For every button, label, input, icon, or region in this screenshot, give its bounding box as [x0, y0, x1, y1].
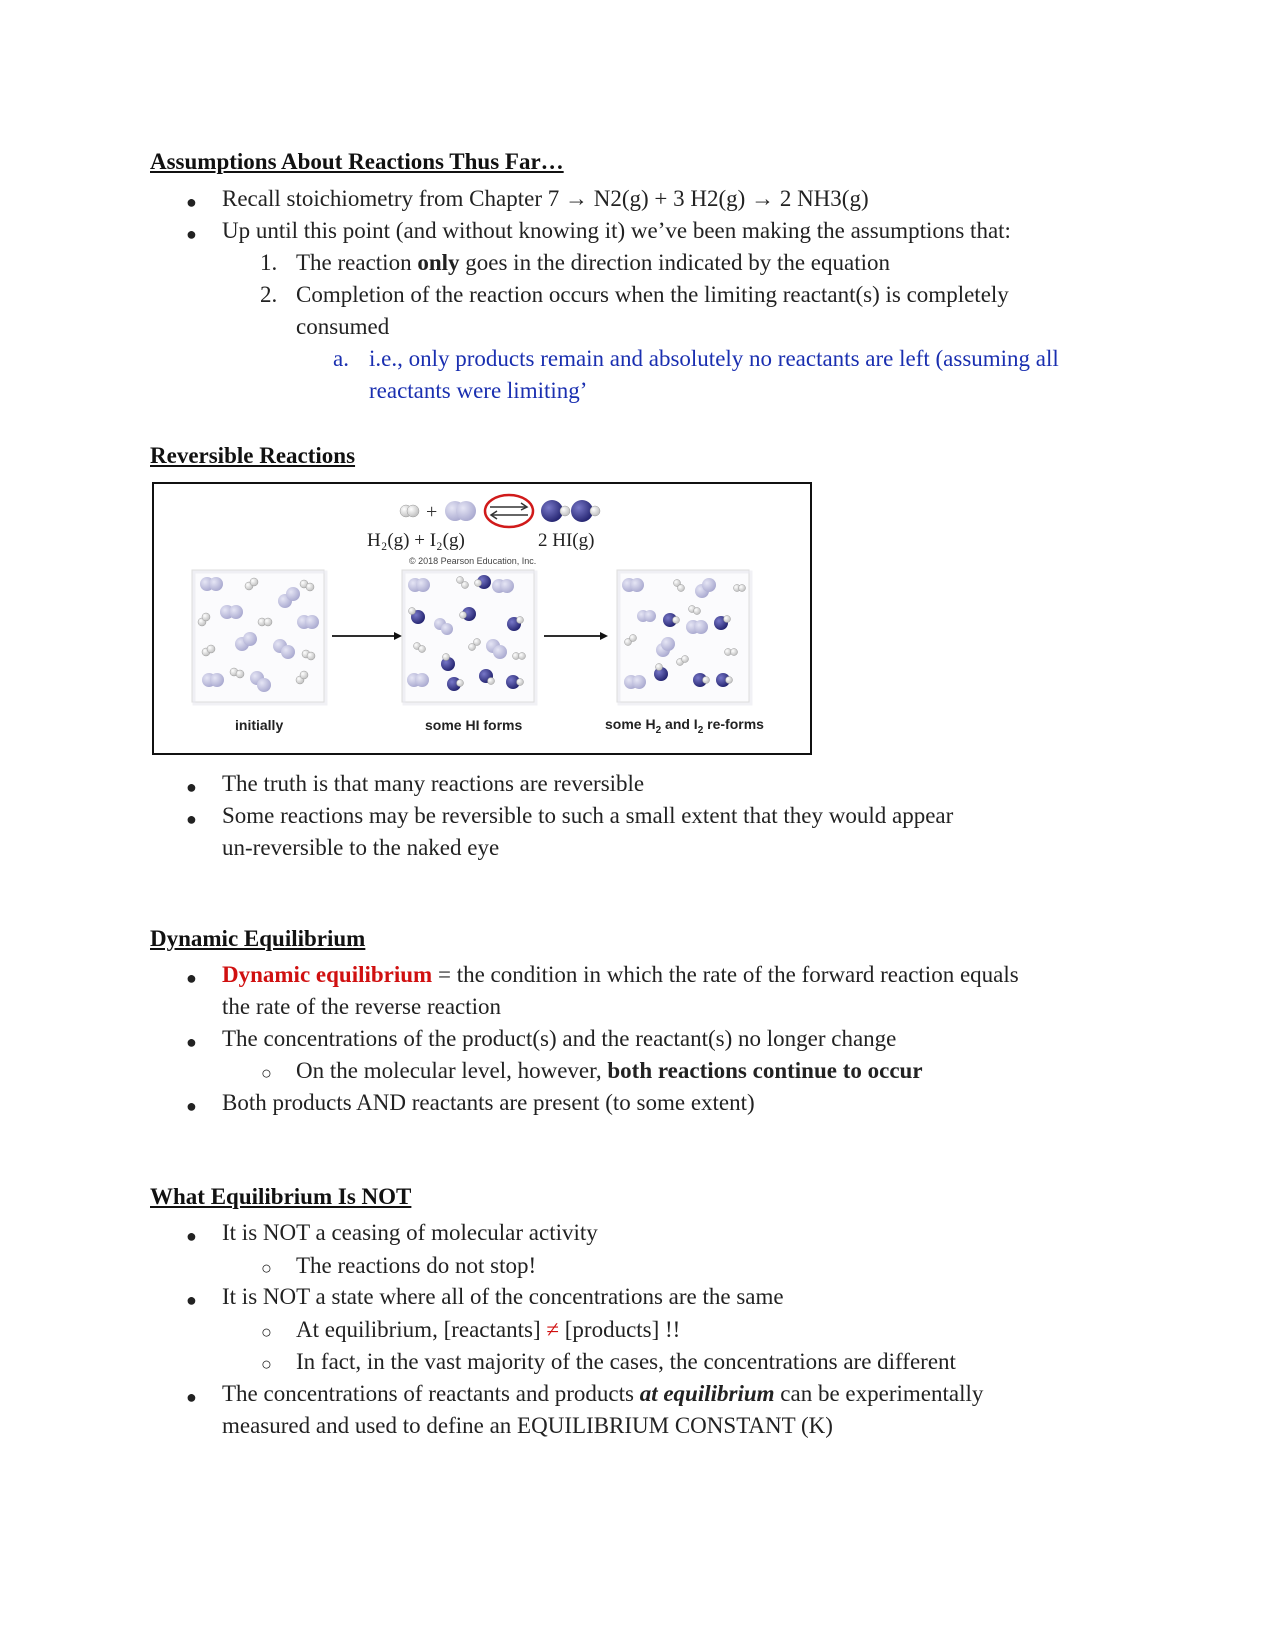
plus-sign: + — [426, 501, 438, 523]
list-number: 2. — [260, 282, 278, 307]
hi-molecule-icon — [541, 500, 600, 522]
numbered-item-1: The reaction only goes in the direction indicated by the equation — [296, 250, 891, 275]
bullet: ● — [186, 224, 197, 244]
bullet-text-cont: measured and used to define an EQUILIBRIUM CONSTANT (K) — [222, 1413, 833, 1438]
container-some-hi-forms — [402, 570, 536, 704]
bullet-text: Recall stoichiometry from Chapter 7 → N2(g) + 3 H2(g) → 2 NH3(g) — [222, 186, 869, 211]
sub-bullet-text: At equilibrium, [reactants] ≠ [products] !! — [296, 1317, 681, 1342]
definition-line-cont: the rate of the reverse reaction — [222, 994, 502, 1019]
sub-bullet: ○ — [261, 1322, 272, 1342]
equilibrium-arrows-icon — [485, 495, 533, 527]
arrow-2-icon — [544, 632, 608, 640]
numbered-item-2: Completion of the reaction occurs when the limiting reactant(s) is completely — [296, 282, 1009, 307]
copyright-note: © 2018 Pearson Education, Inc. — [409, 556, 537, 566]
numbered-item-2-cont: consumed — [296, 314, 390, 339]
container-initially — [192, 570, 326, 704]
sub-bullet: ○ — [261, 1354, 272, 1374]
section-heading-reversible: Reversible Reactions — [150, 443, 356, 468]
caption-initially: initially — [235, 717, 284, 733]
arrow-1-icon — [332, 632, 402, 640]
figure-graphic — [154, 484, 810, 753]
bullet-text: It is NOT a ceasing of molecular activity — [222, 1220, 598, 1245]
reversible-reaction-figure — [152, 482, 812, 755]
bullet-text: It is NOT a state where all of the concentrations are the same — [222, 1284, 784, 1309]
section-heading-assumptions: Assumptions About Reactions Thus Far… — [150, 149, 564, 174]
sub-bullet: ○ — [261, 1063, 272, 1083]
container-re-forms — [617, 570, 751, 704]
i2-molecule-icon — [445, 501, 476, 521]
sub-bullet-text: In fact, in the vast majority of the cases, the concentrations are different — [296, 1349, 956, 1374]
bullet-text: The truth is that many reactions are reversible — [222, 771, 645, 796]
bullet-text: The concentrations of reactants and products at equilibrium can be experimentally — [222, 1381, 984, 1406]
bullet: ● — [186, 1032, 197, 1052]
equation-left: H₂(g) + I₂(g) — [367, 530, 465, 551]
bullet: ● — [186, 192, 197, 212]
sub-bullet-text: On the molecular level, however, both reactions continue to occur — [296, 1058, 923, 1083]
list-letter: a. — [333, 346, 349, 371]
list-number: 1. — [260, 250, 278, 275]
sub-item-a-cont: reactants were limiting’ — [369, 378, 588, 403]
bullet: ● — [186, 1096, 197, 1116]
bullet: ● — [186, 777, 197, 797]
bullet-text-cont: un-reversible to the naked eye — [222, 835, 500, 860]
bullet-text: Up until this point (and without knowing it) we’ve been making the assumptions that: — [222, 218, 1011, 243]
bullet-text: Both products AND reactants are present (to some extent) — [222, 1090, 755, 1115]
bullet: ● — [186, 968, 197, 988]
section-heading-dynamic-equilibrium: Dynamic Equilibrium — [150, 926, 366, 951]
equation-right: 2 HI(g) — [538, 530, 595, 551]
section-heading-what-equilibrium-is-not: What Equilibrium Is NOT — [150, 1184, 412, 1209]
sub-item-a: i.e., only products remain and absolutely no reactants are left (assuming all — [369, 346, 1059, 371]
caption-re-forms: some $H_2$ and $I_2$ re-forms — [605, 716, 764, 736]
caption-some-hi-forms: some HI forms — [425, 717, 523, 733]
bullet: ● — [186, 1387, 197, 1407]
sub-bullet: ○ — [261, 1258, 272, 1278]
sub-bullet-text: The reactions do not stop! — [296, 1253, 537, 1278]
bullet-text: Some reactions may be reversible to such a small extent that they would appear — [222, 803, 954, 828]
bullet: ● — [186, 1226, 197, 1246]
bullet-text: The concentrations of the product(s) and the reactant(s) no longer change — [222, 1026, 897, 1051]
bullet: ● — [186, 809, 197, 829]
definition-line: Dynamic equilibrium = the condition in which the rate of the forward reaction equals — [222, 962, 1019, 987]
h2-molecule-icon — [400, 505, 419, 517]
bullet: ● — [186, 1290, 197, 1310]
